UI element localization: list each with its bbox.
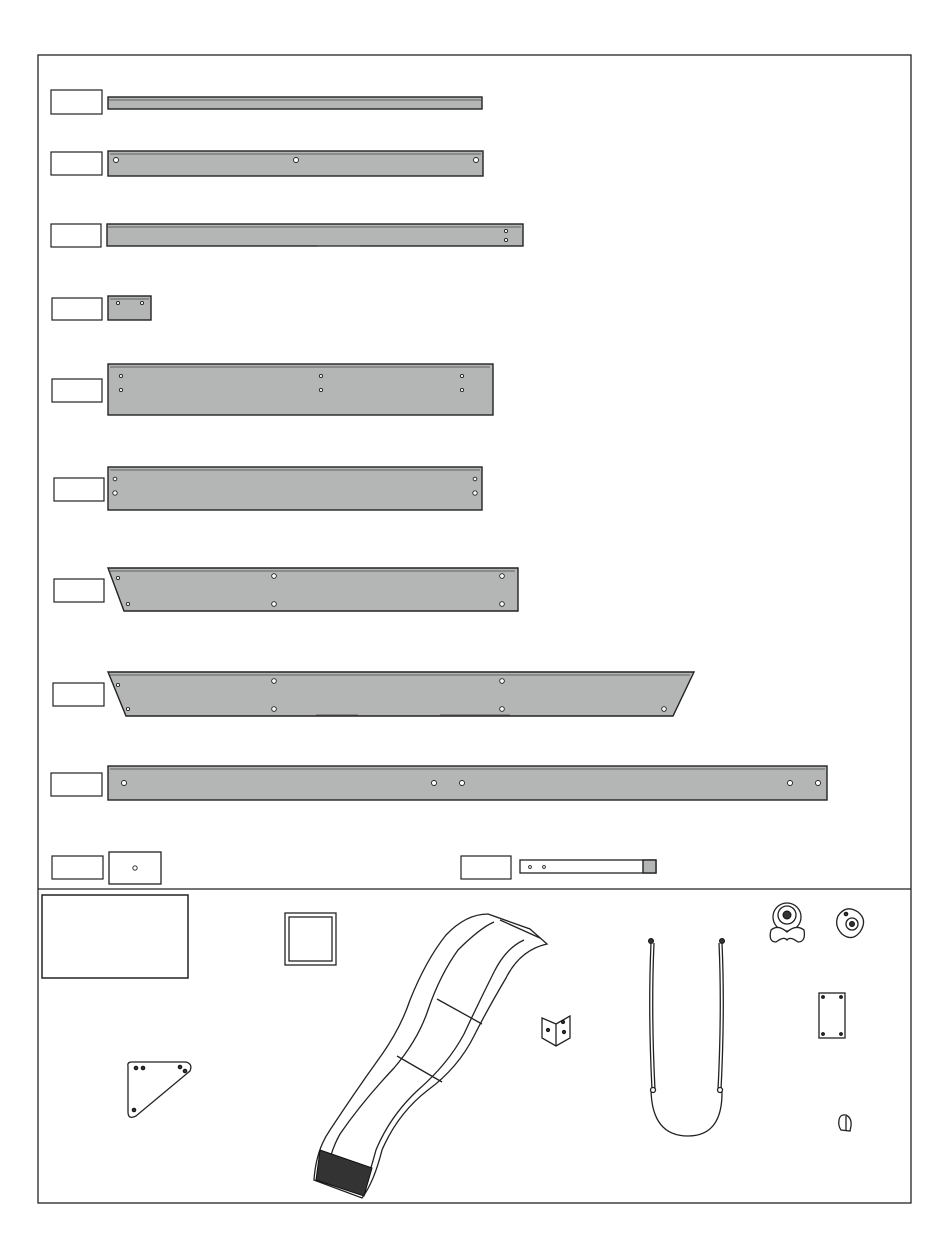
lumber-part-2 [51, 151, 483, 176]
bolt-hole [816, 781, 821, 786]
bolt-hole [119, 374, 122, 377]
part-label-box-10 [52, 856, 103, 879]
board-2 [108, 151, 483, 176]
lumber-part-6 [54, 467, 482, 510]
board-5 [108, 364, 493, 415]
bolt-hole [500, 679, 505, 684]
bolt-hole [529, 866, 532, 869]
bolt-hole [272, 602, 277, 607]
part-label-box-1 [51, 90, 102, 114]
part-label-box-3 [51, 224, 101, 247]
bolt-hole [116, 683, 119, 686]
bolt-hole [113, 491, 117, 495]
triangle-bracket-icon [128, 1062, 191, 1117]
board-8 [108, 672, 694, 716]
lumber-part-8 [53, 672, 694, 716]
bolt-hole [460, 781, 465, 786]
board-4 [108, 296, 151, 320]
part-label-box-11 [461, 856, 511, 879]
lumber-part-5 [52, 364, 493, 415]
swing-hanger-icon [770, 903, 804, 942]
bolt-hole [126, 602, 129, 605]
swing-hanger-icon [837, 909, 864, 938]
part-label-box-5 [52, 379, 102, 402]
bolt-hole [460, 388, 463, 391]
lumber-part-7 [54, 568, 518, 611]
bolt-hole [432, 781, 437, 786]
lumber-part-3 [51, 224, 523, 247]
part-label-box-6 [54, 478, 104, 501]
part-label-box-7 [54, 579, 104, 602]
bolt-hole [504, 229, 507, 232]
bolt-hole [460, 374, 463, 377]
part-label-box-8 [53, 683, 104, 706]
part-label-box-2 [51, 152, 102, 175]
bolt-hole [543, 866, 546, 869]
board-6 [108, 467, 482, 510]
bolt-hole [133, 866, 137, 870]
bolt-hole [500, 707, 505, 712]
bolt-hole [294, 158, 299, 163]
bolt-hole [473, 491, 477, 495]
bolt-hole [122, 781, 127, 786]
board-9 [108, 766, 827, 800]
bolt-hole [126, 707, 129, 710]
bolt-hole [474, 158, 479, 163]
bolt-hole [500, 574, 505, 579]
angle-bracket-icon [542, 1016, 570, 1046]
bolt-hole [500, 602, 505, 607]
swing-chain-icon [649, 939, 725, 1137]
bolt-hole [319, 374, 322, 377]
part-label-box-9 [51, 773, 102, 796]
lumber-part-10 [52, 852, 161, 884]
bolt-hole [788, 781, 793, 786]
bolt-hole [272, 707, 277, 712]
bolt-hole [114, 158, 119, 163]
bolt-hole [113, 477, 117, 481]
bolt-hole [272, 574, 277, 579]
lumber-part-9 [51, 766, 827, 800]
bolt-hole [319, 388, 322, 391]
square-plate-icon [285, 913, 336, 965]
empty-label-panel-icon [42, 895, 188, 978]
flat-plate-icon [819, 993, 845, 1038]
bolt-hole [662, 707, 667, 712]
bolt-hole [473, 477, 477, 481]
bolt-cap-icon [839, 1115, 851, 1131]
part-label-box-4 [52, 298, 102, 320]
bolt-hole [140, 301, 143, 304]
bolt-hole [116, 576, 119, 579]
board-7 [108, 568, 518, 611]
board-1 [108, 97, 482, 109]
lumber-part-1 [51, 90, 482, 114]
board-11 [520, 860, 656, 873]
bolt-hole [504, 238, 507, 241]
wave-slide-icon [314, 914, 547, 1198]
bolt-hole [272, 679, 277, 684]
bolt-hole [116, 301, 119, 304]
bolt-hole [119, 388, 122, 391]
lumber-part-11 [461, 856, 656, 879]
lumber-part-4 [52, 296, 151, 320]
